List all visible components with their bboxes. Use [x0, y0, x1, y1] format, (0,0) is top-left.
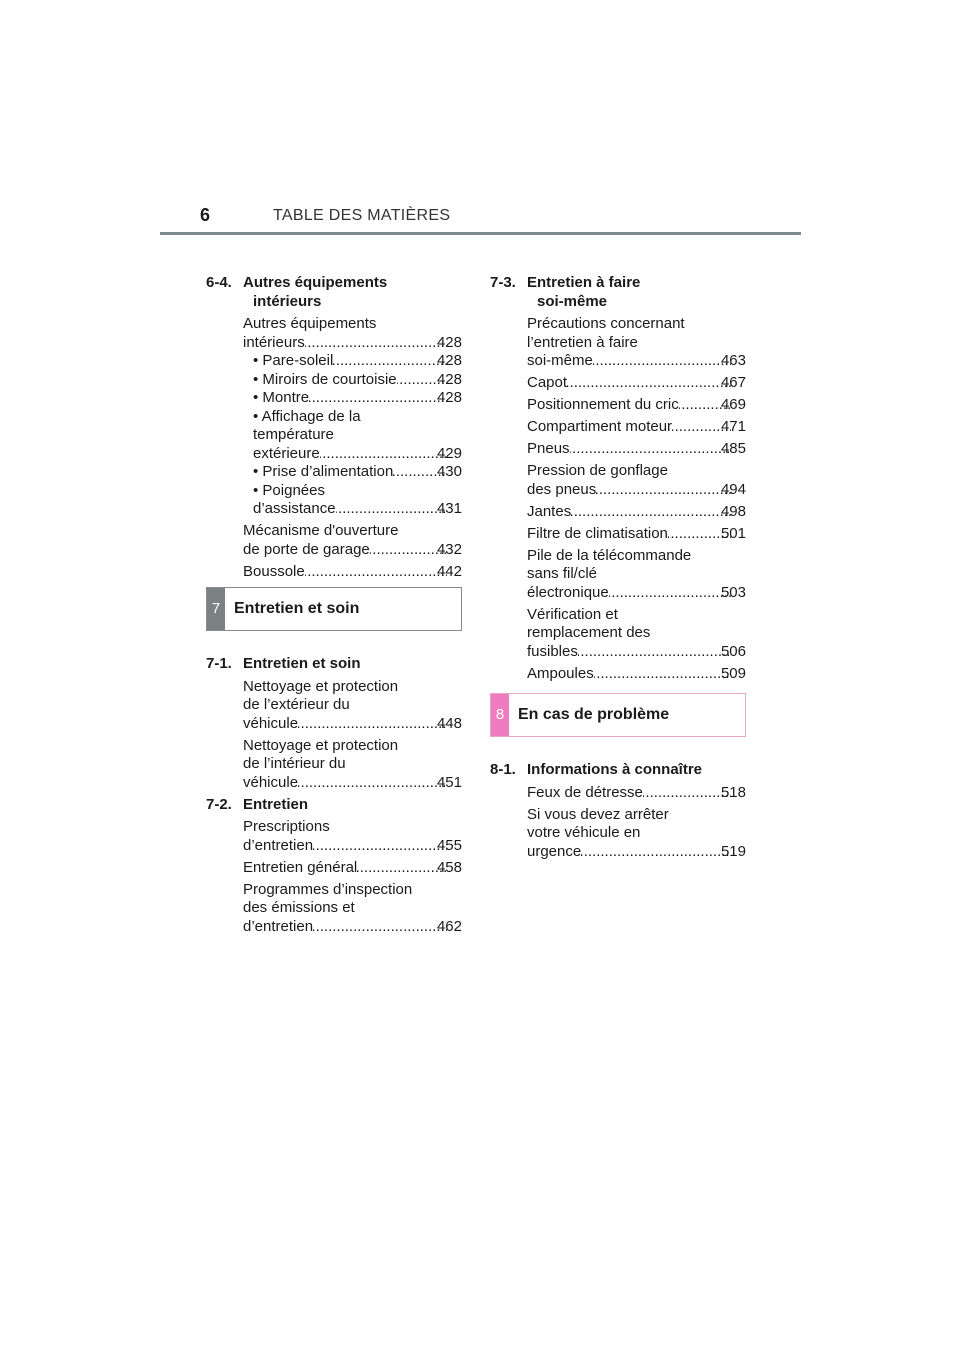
toc-entry[interactable]: Nettoyage et protection de l’extérieur du véhicule ..... 448: [243, 678, 462, 734]
toc-entry[interactable]: Pression de gonflage des pneus ..... 494: [527, 462, 746, 499]
page-ref: 428: [436, 370, 462, 388]
page-ref: 458: [436, 858, 462, 876]
page-number: 6: [200, 205, 211, 225]
page-ref: 509: [720, 664, 746, 682]
page-ref: 503: [720, 583, 746, 601]
section-heading[interactable]: [206, 655, 462, 674]
toc-subentry[interactable]: • Prise d’alimentation ..... 430: [243, 463, 462, 482]
page-ref: 432: [436, 540, 462, 558]
page-ref: 442: [436, 562, 462, 580]
section-title: Entretien à faire soi-même: [527, 274, 641, 310]
page-ref: 463: [720, 352, 746, 369]
page-ref: 462: [436, 917, 462, 935]
section-number: 8-1.: [490, 761, 516, 778]
section-number: 7-2.: [206, 795, 232, 813]
page-ref: 467: [720, 374, 746, 391]
toc-entry[interactable]: Compartiment moteur ..... 471: [527, 418, 746, 437]
toc-entry[interactable]: Si vous devez arrêter votre véhicule en urgence ..... 519: [527, 806, 746, 862]
toc-subentry[interactable]: • Montre ..... 428: [243, 389, 462, 408]
page-ref: 429: [436, 444, 462, 462]
toc-entry[interactable]: Prescriptions d’entretien ..... 455: [243, 818, 462, 855]
toc-entry[interactable]: Filtre de climatisation ..... 501: [527, 525, 746, 544]
page-ref: 451: [436, 773, 462, 791]
toc-column-right: [490, 274, 746, 865]
toc-entry[interactable]: Précautions concernant l’entretien à faire soi-même ..... 463: [527, 315, 746, 371]
toc-entry[interactable]: Mécanisme d'ouverture de porte de garage ..... 432: [243, 522, 462, 559]
page-ref: 431: [436, 500, 462, 517]
toc-entry[interactable]: Capot ..... 467: [527, 374, 746, 393]
toc-entry[interactable]: Pneus ..... 485: [527, 440, 746, 459]
toc-entry[interactable]: Ampoules ..... 509: [527, 665, 746, 684]
section-7-1: [206, 655, 462, 792]
section-heading[interactable]: [490, 761, 746, 780]
toc-entry[interactable]: Jantes ..... 498: [527, 503, 746, 522]
chapter-tab-7[interactable]: [206, 587, 462, 631]
section-6-4: [206, 274, 462, 581]
section-8-1: [490, 761, 746, 861]
page-ref: 518: [720, 783, 746, 801]
toc-entry[interactable]: Nettoyage et protection de l’intérieur du véhicule ..... 451: [243, 737, 462, 793]
toc-entry[interactable]: Feux de détresse ..... 518: [527, 784, 746, 803]
page-ref: 485: [720, 440, 746, 457]
toc-subentry[interactable]: • Affichage de la température extérieure ..... 429: [243, 408, 462, 464]
chapter-number: 8: [491, 694, 509, 736]
section-7-2: [206, 796, 462, 937]
page-ref: 501: [720, 524, 746, 542]
toc-subentry[interactable]: • Miroirs de courtoisie ..... 428: [243, 371, 462, 390]
page-ref: 428: [436, 389, 462, 406]
page-ref: 494: [720, 480, 746, 498]
toc-entry[interactable]: Pile de la télécommande sans fil/clé électronique ..... 503: [527, 547, 746, 603]
section-title: Entretien: [243, 795, 309, 813]
toc-subentry[interactable]: • Poignées d’assistance ..... 431: [243, 482, 462, 519]
toc-entry[interactable]: Autres équipements intérieurs ..... 428 • Pare-soleil ..... 428 • Miroirs de courtoisie ..... 428 • Montre ..... 428 • Affichage de la température extérieure ..... 429 • Prise d’alimentation ..... 430 • Poignées d’assistance ..... 431: [243, 315, 462, 519]
toc-entry[interactable]: Positionnement du cric ..... 469: [527, 396, 746, 415]
section-title: Entretien et soin: [243, 655, 361, 672]
chapter-number: 7: [207, 588, 225, 630]
chapter-title: En cas de problème: [518, 705, 670, 723]
page-ref: 455: [436, 836, 462, 854]
toc-column-left: [206, 274, 462, 940]
toc-entry[interactable]: Programmes d’inspection des émissions et d’entretien ..... 462: [243, 881, 462, 937]
page-ref: 471: [720, 418, 746, 435]
page-ref: 469: [720, 396, 746, 413]
section-heading[interactable]: [206, 274, 462, 311]
page-ref: 428: [436, 333, 462, 351]
page-ref: 428: [436, 352, 462, 369]
section-heading[interactable]: [206, 796, 462, 815]
page-ref: 430: [436, 463, 462, 480]
section-title: Informations à connaître: [527, 761, 703, 778]
section-number: 6-4.: [206, 274, 232, 291]
toc-entry[interactable]: Vérification et remplacement des fusibles ..... 506: [527, 606, 746, 662]
toc-subentry[interactable]: • Pare-soleil ..... 428: [243, 352, 462, 371]
section-number: 7-1.: [206, 655, 232, 672]
section-title: Autres équipements intérieurs: [243, 274, 388, 310]
page-ref: 519: [720, 842, 746, 860]
section-heading[interactable]: [490, 274, 746, 311]
chapter-tab-8[interactable]: [490, 693, 746, 737]
page-ref: 448: [436, 714, 462, 732]
toc-entry[interactable]: Entretien général ..... 458: [243, 859, 462, 878]
header-rule: [160, 232, 801, 235]
section-7-3: [490, 274, 746, 683]
section-number: 7-3.: [490, 274, 516, 291]
chapter-title: Entretien et soin: [234, 599, 360, 617]
page-ref: 506: [720, 642, 746, 660]
toc-entry[interactable]: Boussole ..... 442: [243, 563, 462, 582]
page-ref: 498: [720, 502, 746, 520]
running-title: TABLE DES MATIÈRES: [273, 207, 451, 224]
